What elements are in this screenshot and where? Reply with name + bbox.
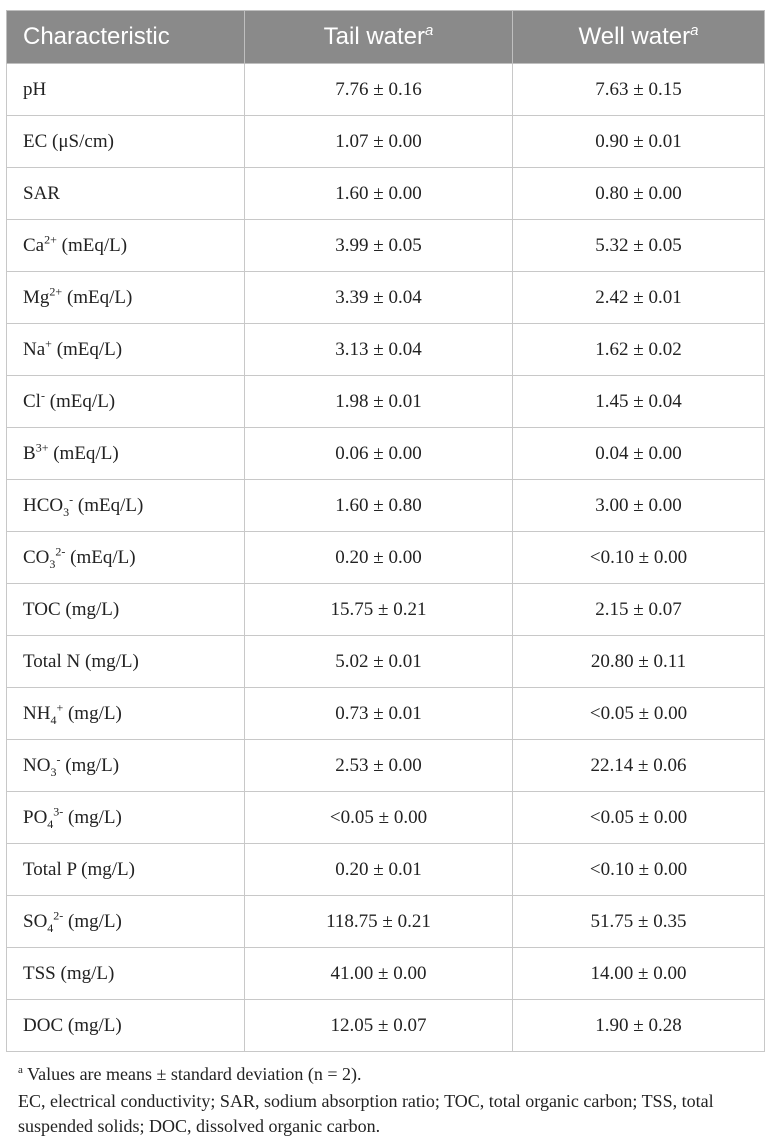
row-characteristic: $HCO_3^-$ (mEq/L) <box>7 480 245 532</box>
table-row <box>7 272 765 324</box>
row-well-water-value: <0.05 ± 0.00 <box>513 688 765 740</box>
row-tail-water-value: 0.20 ± 0.01 <box>245 844 513 896</box>
row-well-water-value: 0.04 ± 0.00 <box>513 428 765 480</box>
row-well-water-value: 22.14 ± 0.06 <box>513 740 765 792</box>
row-characteristic: $NH_4^+$ (mg/L) <box>7 688 245 740</box>
row-tail-water-value: 3.99 ± 0.05 <box>245 220 513 272</box>
row-characteristic: SAR <box>7 168 245 220</box>
row-tail-water-value: 1.07 ± 0.00 <box>245 116 513 168</box>
water-characteristics-table <box>6 10 765 1052</box>
row-characteristic: $PO_4^{3-}$ (mg/L) <box>7 792 245 844</box>
row-characteristic: Total P (mg/L) <box>7 844 245 896</box>
table-row <box>7 168 765 220</box>
row-tail-water-value: <0.05 ± 0.00 <box>245 792 513 844</box>
header-well-water: Well water$^a$ <box>513 11 765 64</box>
table-row <box>7 220 765 272</box>
table-body <box>7 64 765 1052</box>
table-row <box>7 896 765 948</box>
row-well-water-value: 51.75 ± 0.35 <box>513 896 765 948</box>
row-characteristic: EC (μS/cm) <box>7 116 245 168</box>
water-characteristics-table-container <box>6 10 764 1139</box>
footnote-marker: a <box>425 22 434 39</box>
table-row <box>7 116 765 168</box>
row-well-water-value: 2.15 ± 0.07 <box>513 584 765 636</box>
row-characteristic: $Mg^{2+}$ (mEq/L) <box>7 272 245 324</box>
row-tail-water-value: 1.60 ± 0.80 <box>245 480 513 532</box>
row-tail-water-value: 15.75 ± 0.21 <box>245 584 513 636</box>
row-well-water-value: 2.42 ± 0.01 <box>513 272 765 324</box>
row-well-water-value: 0.90 ± 0.01 <box>513 116 765 168</box>
row-tail-water-value: 0.20 ± 0.00 <box>245 532 513 584</box>
row-characteristic: TOC (mg/L) <box>7 584 245 636</box>
row-well-water-value: 5.32 ± 0.05 <box>513 220 765 272</box>
row-characteristic: TSS (mg/L) <box>7 948 245 1000</box>
row-tail-water-value: 0.73 ± 0.01 <box>245 688 513 740</box>
table-row <box>7 792 765 844</box>
row-well-water-value: 3.00 ± 0.00 <box>513 480 765 532</box>
row-tail-water-value: 1.98 ± 0.01 <box>245 376 513 428</box>
row-well-water-value: 1.45 ± 0.04 <box>513 376 765 428</box>
row-characteristic: $NO_3^-$ (mg/L) <box>7 740 245 792</box>
table-row <box>7 844 765 896</box>
header-tail-water: Tail water$^a$ <box>245 11 513 64</box>
table-row <box>7 948 765 1000</box>
row-characteristic: $SO_4^{2-}$ (mg/L) <box>7 896 245 948</box>
row-well-water-value: 7.63 ± 0.15 <box>513 64 765 116</box>
table-row <box>7 324 765 376</box>
row-well-water-value: 14.00 ± 0.00 <box>513 948 765 1000</box>
row-characteristic: DOC (mg/L) <box>7 1000 245 1052</box>
table-footnotes <box>6 1062 762 1139</box>
table-row <box>7 636 765 688</box>
table-row <box>7 584 765 636</box>
row-well-water-value: <0.05 ± 0.00 <box>513 792 765 844</box>
footnote-means: $^a$ Values are means ± standard deviation (n = 2). <box>18 1064 362 1084</box>
row-tail-water-value: 3.39 ± 0.04 <box>245 272 513 324</box>
row-characteristic: Cl- (mEq/L) <box>7 376 245 428</box>
row-characteristic: $CO_3^{2-}$ (mEq/L) <box>7 532 245 584</box>
row-tail-water-value: 41.00 ± 0.00 <box>245 948 513 1000</box>
row-tail-water-value: 2.53 ± 0.00 <box>245 740 513 792</box>
row-tail-water-value: 1.60 ± 0.00 <box>245 168 513 220</box>
row-characteristic: pH <box>7 64 245 116</box>
footnote-abbreviations: EC, electrical conductivity; SAR, sodium absorption ratio; TOC, total organic carbon; TSS, total suspended solids; DOC, dissolved organic carbon. <box>18 1091 714 1136</box>
row-characteristic: $B^{3+}$ (mEq/L) <box>7 428 245 480</box>
row-well-water-value: 20.80 ± 0.11 <box>513 636 765 688</box>
table-header-row <box>7 11 765 64</box>
table-row <box>7 376 765 428</box>
table-row <box>7 532 765 584</box>
row-tail-water-value: 3.13 ± 0.04 <box>245 324 513 376</box>
row-tail-water-value: 118.75 ± 0.21 <box>245 896 513 948</box>
table-row <box>7 740 765 792</box>
row-tail-water-value: 12.05 ± 0.07 <box>245 1000 513 1052</box>
row-tail-water-value: 0.06 ± 0.00 <box>245 428 513 480</box>
row-characteristic: $Ca^{2+}$ (mEq/L) <box>7 220 245 272</box>
row-characteristic: Na+ (mEq/L) <box>7 324 245 376</box>
table-row <box>7 688 765 740</box>
row-well-water-value: 0.80 ± 0.00 <box>513 168 765 220</box>
table-row <box>7 428 765 480</box>
header-characteristic: Characteristic <box>7 11 245 64</box>
row-well-water-value: <0.10 ± 0.00 <box>513 532 765 584</box>
row-well-water-value: 1.90 ± 0.28 <box>513 1000 765 1052</box>
footnote-marker: a <box>690 22 699 39</box>
table-row <box>7 64 765 116</box>
table-row <box>7 480 765 532</box>
table-row <box>7 1000 765 1052</box>
row-well-water-value: <0.10 ± 0.00 <box>513 844 765 896</box>
row-well-water-value: 1.62 ± 0.02 <box>513 324 765 376</box>
row-tail-water-value: 5.02 ± 0.01 <box>245 636 513 688</box>
row-characteristic: Total N (mg/L) <box>7 636 245 688</box>
row-tail-water-value: 7.76 ± 0.16 <box>245 64 513 116</box>
